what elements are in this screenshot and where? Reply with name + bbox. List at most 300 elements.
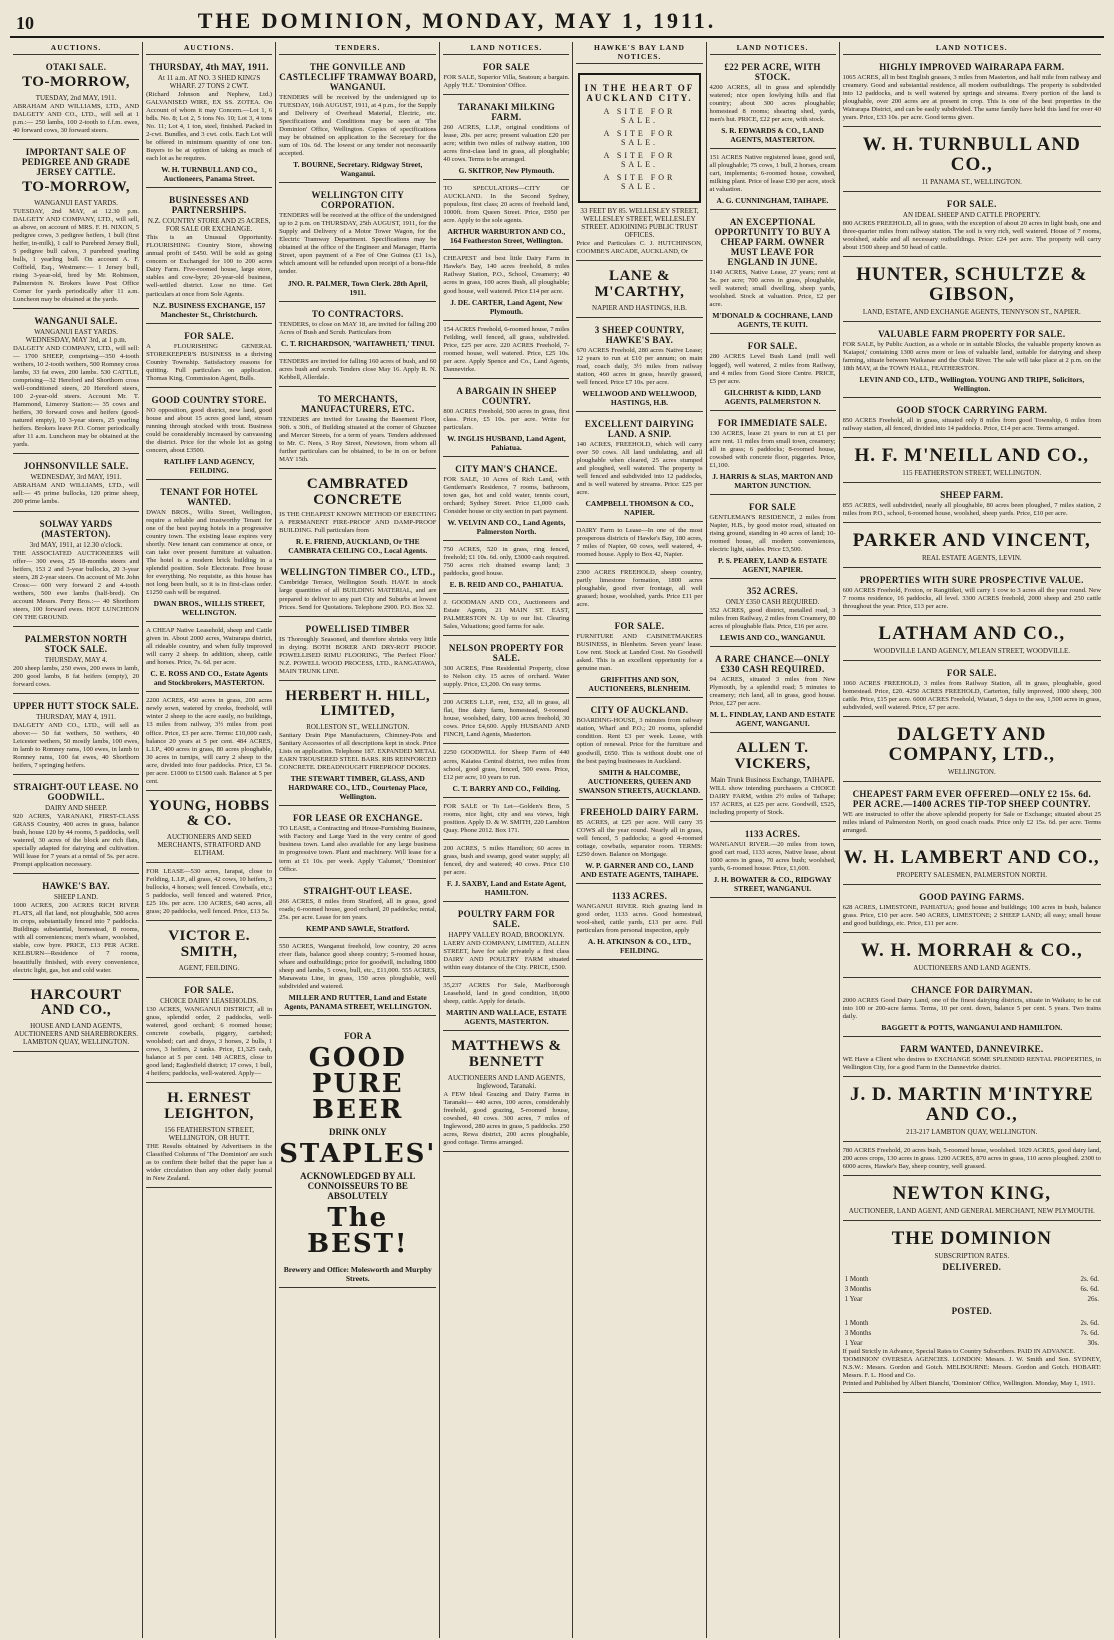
advertisement [843, 1145, 1101, 1176]
advertisement [279, 390, 436, 469]
ad-signature: J. HARRIS & SLAS, MARTON AND MARTON JUNCTION. [712, 471, 833, 490]
ad-heading: UPPER HUTT STOCK SALE. [13, 700, 139, 711]
masthead-title: THE DOMINION, MONDAY, MAY 1, 1911. [197, 8, 717, 33]
advertisement [710, 337, 836, 410]
ad-signature: LEWIS AND CO., WANGANUI. [719, 633, 826, 642]
ad-subheading: AUCTIONEER, LAND AGENT, AND GENERAL MERCHANT, NEW PLYMOUTH. [848, 1207, 1095, 1216]
ad-signature: A. H. ATKINSON & CO., LTD., FEILDING. [587, 936, 692, 955]
ad-subheading: TUESDAY, 2nd MAY, 1911. [35, 93, 117, 102]
advertisement [576, 567, 702, 614]
advertisement [443, 639, 569, 694]
ad-body-text: TENDERS are invited for falling 160 acres of bush, and 60 acres bush and scrub. Tenders close May 16. Apply R. N. Kebbell, Allerdale. [279, 357, 437, 381]
ad-signature: A. G. CUNNINGHAM, TAIHAPE. [716, 196, 829, 206]
ad-body-text: 300 ACRES, Fine Residential Property, close to Nelson city. 15 acres of orchard. Water supply. Price, £3,200. On easy terms. [443, 665, 570, 689]
advertisement [843, 1040, 1101, 1077]
advertisement [843, 130, 1101, 192]
ad-firm-name: HUNTER, SCHULTZE & GIBSON, [856, 264, 1088, 306]
site-box-row: A SITE FOR SALE. [603, 129, 676, 147]
advertisement [13, 143, 139, 309]
ad-body-text: 850 ACRES Freehold, all in grass, situated only 8 miles from good Township, 6 miles from railway station, all fenced, divided into 14 paddocks. Price, £14 per acre. Terms arranged. [842, 417, 1101, 433]
advertisement [843, 486, 1101, 523]
advertisement [443, 253, 569, 320]
ad-heading: FOR SALE [482, 62, 530, 72]
ad-heading: HIGHLY IMPROVED WAIRARAPA FARM. [879, 62, 1065, 72]
advertisement [576, 321, 702, 412]
advertisement [710, 825, 836, 898]
advertisement [843, 1080, 1101, 1142]
ad-body-text: ABRAHAM AND WILLIAMS, LTD., will sell:— 45 prime bullocks, 120 prime sheep, 200 prime lambs. [13, 482, 140, 506]
column-4 [440, 42, 573, 1638]
advertisement [146, 1086, 272, 1188]
column-7 [840, 42, 1104, 1638]
rate-period: 3 Months [844, 1285, 872, 1294]
ad-heading: TO CONTRACTORS. [311, 308, 404, 319]
ad-body-text: 855 ACRES, well subdivided, nearly all ploughable, 80 acres been ploughed, 7 miles station, 2 miles from P.O., school, 6-roomed house, woolshed, sheep yards. Price, £10 per acre. [842, 502, 1101, 518]
ad-body-text: 670 ACRES Freehold, 280 acres Native Lease; 12 years to run at £10 per annum; on main road, coach daily, 3½ miles from railway station, 460 acres in grass, heavily grassed, well fenced. Price £7 10s. per acre. [576, 346, 703, 386]
ad-heading: A RARE CHANCE—ONLY £330 CASH REQUIRED. [715, 654, 830, 674]
ad-subheading: 3rd MAY, 1911, at 12.30 o'clock. [29, 540, 123, 549]
ad-signature: BAGGETT & POTTS, WANGANUI AND HAMILTON. [881, 1023, 1063, 1033]
ad-subheading: N.Z. COUNTRY STORE AND 25 ACRES, FOR SALE OR EXCHANGE. [147, 217, 271, 234]
ad-body-text: TENDERS will be received at the office of the undersigned up to 2 p.m. on THURSDAY, 25th AUGUST, 1911, for the Supply and Delivery of a Motor Tower Wagon, for the Electric Tramway Department. Specifications may be obtained at the office of the Engineer and Manager, Harris Street, upon payment of a Fee of One Guinea (£1 1s.), which amount will be refunded upon receipt of a bona-fide tender. [279, 212, 437, 276]
ad-subheading: WANGANUI EAST YARDS. WEDNESDAY, MAY 3rd, at 1 p.m. [25, 328, 127, 344]
beer-advert-line: FOR A [344, 1030, 372, 1041]
ad-heading: TO MERCHANTS, MANUFACTURERS, ETC. [301, 393, 415, 414]
advertisement [843, 664, 1101, 717]
column-2 [143, 42, 276, 1638]
advertisement [279, 305, 436, 353]
site-box-title: IN THE HEART OF AUCKLAND CITY. [584, 83, 695, 103]
advertisement [843, 401, 1101, 438]
site-box [578, 73, 700, 203]
ad-body-text: (Richard Johnson and Nephew, Ltd.) GALVANISED WIRE, EX SS. ZOTEA. On Account of whom it may Concern.—Lot 1, 6 bdls. No. 8; Lot 2, 5 tons No. 10; Lot 3, 4 tons No. 11; Lot 4, 1 ton, steel, finished. Packed in 2-cwt. Bundles, and 3 cwt. coils. Each Lot will be offered in minimum quantity of one ton. Buyers to be at option of taking as much of each lot as he requires. [146, 91, 273, 163]
ad-subheading: AUCTIONEERS AND LAND AGENTS, Inglewood, Taranaki. [447, 1073, 565, 1090]
column-6 [707, 42, 840, 1638]
advertisement [13, 697, 139, 775]
ad-heading: JOHNSONVILLE SALE. [23, 461, 129, 472]
ad-subheading: Main Trunk Business Exchange, TAIHAPE. [710, 775, 835, 784]
ad-body-text: TO SPECULATORS—CITY OF AUCKLAND. In the Second Sydney, populous, first class; 20 acres of freehold land, 1000ft. from Queen Street. Price, £950 per acre. Apply to the sole agents. [443, 185, 570, 225]
column-1 [10, 42, 143, 1638]
advertisement [146, 191, 272, 323]
ad-heading: CHEAPEST FARM EVER OFFERED—ONLY £2 15s. 6d. PER ACRE.—1400 ACRES TIP-TOP SHEEP COUNTRY. [852, 789, 1091, 810]
advertisement [843, 619, 1101, 661]
ad-display-heading: LANE & M'CARTHY, [594, 268, 685, 300]
oversea-agencies: 'DOMINION' OVERSEA AGENCIES. LONDON: Messrs. J. W. Smith and Son. SYDNEY, N.S.W.: Messrs. Gordon and Gotch. MELBOURNE: Messrs. Gordon and Gotch. HOBART: Messrs. F. L. Hood and Co. [842, 1356, 1101, 1380]
ad-subheading: 156 FEATHERSTON STREET, WELLINGTON, OR HUTT. [164, 1125, 254, 1142]
ad-signature: MARTIN AND WALLACE, ESTATE AGENTS, MASTERTON. [446, 1008, 567, 1027]
ad-heading: FOR SALE. [184, 984, 234, 995]
advertisement [843, 260, 1101, 322]
ad-heading: 1133 ACRES. [744, 828, 801, 839]
ad-subheading: 115 FEATHERSTON STREET, WELLINGTON. [902, 469, 1042, 478]
advertisement [13, 983, 139, 1053]
advertisement [443, 382, 569, 457]
ad-body-text: 2200 ACRES, 450 acres in grass, 200 acres newly sown, watered by creeks, freehold, will winter 2 sheep to the acre easily, no buildings, 13 miles from railway, 3½ miles from post office. Price, £3 per acre. Terms: £10,000 cash, balance 20 years at 5 per cent. 484 ACRES, L.I.P., 400 acres in grass, 80 acres ploughable, 30 acres in turnips, will carry 2 sheep to the acre, divided into four paddocks. Price, £3 5s. per acre. £1000 to £1500 cash. Balance at 5 per cent. [146, 697, 273, 785]
ad-heading: POULTRY FARM FOR SALE. [457, 908, 555, 929]
ad-subheading: WOODVILLE LAND AGENCY, M'LEAN STREET, WOODVILLE. [873, 647, 1071, 656]
advertisement [576, 525, 702, 564]
ad-body-text: BOARDING-HOUSE, 3 minutes from railway station, Wharf and P.O.; 20 rooms, splendid condition. Rent £3 per week. Lease, with option of renewal. Price for the furniture and goodwill, £650. This is without doubt one of the best paying businesses in Auckland. [576, 717, 703, 765]
ad-heading: TARANAKI MILKING FARM. [457, 102, 556, 123]
ad-subheading: THURSDAY, MAY 4. [44, 655, 108, 664]
ad-subheading: 11 PANAMA ST., WELLINGTON. [921, 178, 1022, 187]
ad-display-heading: HERBERT H. HILL, LIMITED, [285, 687, 431, 720]
ad-heading: FOR SALE [748, 501, 797, 512]
advertisement [843, 441, 1101, 483]
ad-body-text: FURNITURE AND CABINETMAKERS BUSINESS, in Blenheim. Seven years' lease. Low rent. Stock at Landed Cost. No Goodwill asked. This is an excellent opportunity for a genuine man. [576, 633, 703, 673]
advertisement [13, 457, 139, 511]
ad-firm-name: J. D. MARTIN M'INTYRE AND CO., [849, 1084, 1094, 1126]
ad-signature: F. J. SAXBY, Land and Estate Agent, HAMILTON. [446, 878, 566, 897]
column-3 [276, 42, 440, 1638]
ad-signature: P. S. PEAREY, LAND & ESTATE AGENT, NAPIER. [717, 555, 828, 574]
rate-period: 1 Year [844, 1295, 863, 1304]
advertisement [146, 625, 272, 692]
ad-subheading: AUCTIONEERS AND SEED MERCHANTS, STRATFORD AND ELTHAM. [157, 833, 261, 858]
ad-subheading: CHOICE DAIRY LEASEHOLDS. [160, 996, 259, 1005]
ad-body-text: 200 ACRES, 5 miles Hamilton; 60 acres in grass, bush and swamp, good water supply; all fenced, dry and watered; 40 cows. Price £10 per acre. [443, 844, 570, 876]
advertisement [279, 58, 436, 183]
ad-body-text: Price and Particulars C. J. HUTCHINSON, COOMBE'S ARCADE, AUCKLAND, Or [576, 240, 703, 256]
ad-signature: J. H. BOWATER & CO., RIDGWAY STREET, WANGANUI. [713, 874, 832, 893]
ad-heading: THE GONVILLE AND CASTLECLIFF TRAMWAY BOARD, WANGANUI. [279, 62, 437, 92]
rate-price: 6s. 6d. [1080, 1285, 1099, 1294]
ad-signature: SMITH & HALCOMBE, AUCTIONEERS, QUEEN AND SWANSON STREETS, AUCKLAND. [578, 767, 701, 795]
ad-body-text: 154 ACRES Freehold, 6-roomed house, 7 miles Feilding, well fenced, all grass, subdivided. Price, £25 per acre. 220 ACRES Freehold, 7-roomed house, well watered. Price, £25 10s. per acre. Apply Spence and Co., Land Agents, Dannevirke. [443, 325, 570, 373]
ad-heading: 352 ACRES. [747, 585, 799, 596]
ad-signature: MILLER AND RUTTER, Land and Estate Agents, PANAMA STREET, WELLINGTON. [284, 992, 432, 1011]
ad-body-text: A FLOURISHING GENERAL STOREKEEPER'S BUSINESS in a thriving Country Township. Satisfactory reasons for quitting. Full particulars on application. Thomas King, Commission Agent, Bulls. [146, 342, 273, 382]
advertisement [279, 941, 436, 1016]
ad-heading: FOR SALE. [946, 199, 997, 210]
ad-subheading: AUCTIONEERS AND LAND AGENTS. [913, 964, 1031, 973]
ad-signature: E. B. REID AND CO., PAHIATUA. [449, 580, 564, 590]
ad-body-text: 2300 ACRES FREEHOLD, sheep country, partly limestone formation, 1800 acres ploughable, good river frontage, all well grassed; house, woolshed, yards. Price £11 per acre. [576, 569, 703, 609]
advertisement [279, 186, 436, 301]
ad-heading: THURSDAY, 4th MAY, 1911. [149, 62, 269, 72]
ad-signature: R. E. FRIEND, AUCKLAND, Or THE CAMBRATA CEILING CO., Local Agents. [288, 537, 428, 556]
ad-subheading: HOUSE AND LAND AGENTS, AUCTIONEERS AND SHAREBROKERS. LAMBTON QUAY, WELLINGTON. [14, 1022, 138, 1047]
rate-row [843, 1274, 1101, 1284]
ad-body-text: 920 ACRES, YARANAKI, FIRST-CLASS GRASS Country, 400 acres in grass, balance bush, house 120 by 44 rooms, 5 paddocks, well watered, 30 acres of the block are rich flats, specially adapted for dairying and cultivation. Will lease for 7 years at a rental of 5s. per acre. Prompt application necessary. [13, 813, 140, 869]
ad-firm-name: W. H. LAMBERT AND CO., [843, 847, 1100, 869]
ad-subheading: HAPPY VALLEY ROAD, BROOKLYN. [448, 930, 565, 939]
ad-body-text: 1065 ACRES, all in best English grasses, 3 miles from Masterton, and half mile from railway and creamery. Good and substantial residence, all modern outbuildings. The property is subdivided into 12 paddocks, and is well watered by springs and streams. Every portion of the land is ploughable, over 200 acres are at present in crop. This is one of the best properties in the Wairarapa District, and can be easily subdivided. The same family have held this land for over 40 years. Price, £33 10s. per acre. Good terms given. [842, 74, 1101, 122]
rate-row [843, 1284, 1101, 1294]
advertisement [843, 936, 1101, 978]
ad-body-text: FOR SALE, by Public Auction, as a whole or in suitable Blocks, the valuable property known as 'Kaiapoi,' containing 1300 acres more or less of valuable land, suitable for dairying and sheep farming, situate between Waikanae and the Otaki River. The sale will take place at 2 p.m. on the 18th MAY, at the TOWN HALL, FEATHERSTON. [842, 341, 1101, 373]
advertisement [146, 924, 272, 978]
ad-body-text: 628 ACRES, LIMESTONE, PAHIATUA; good house and buildings; 100 acres in bush, balance grass. Price, £10 per acre. 540 ACRES, LIMESTONE; 2 SHEEP LAND; all easy; small house and good buildings, etc. Price, £11 per acre. [842, 904, 1101, 928]
advertisement [843, 888, 1101, 933]
ad-heading: PROPERTIES WITH SURE PROSPECTIVE VALUE. [859, 575, 1084, 586]
rate-period: 3 Months [844, 1329, 872, 1338]
advertisement [843, 195, 1101, 257]
advertisement [146, 866, 272, 921]
advertisement [279, 563, 436, 616]
ad-body-text: A CHEAP Native Leasehold, sheep and Cattle given in. About 2000 acres, Wairarapa district, all rideable country, and when fully improved will carry 2 sheep. In addition, sheep, cattle and horses. Price, 7s. 6d. per acre. [146, 627, 273, 667]
advertisement [576, 887, 702, 960]
ad-signature: G. SKITROP, New Plymouth. [458, 166, 555, 176]
ad-firm-name: W. H. MORRAH & CO., [860, 940, 1083, 962]
ad-body-text: 260 ACRES, L.I.P., original conditions of lease, 20s. per acre; present valuation £20 per acre; within two miles of railway station, 100 acres first-class land in grass, all ploughable; 40 cows. Terms to be arranged. [443, 124, 570, 164]
ad-body-text: WANGANUI RIVER.—20 miles from town, good cart road, 1133 acres, Native lease, about 1000 acres in grass, 70 acres bush; woolshed, yards, 6-roomed house. Price, £1,600. [709, 840, 836, 872]
beer-advert-line: DRINK ONLY [329, 1126, 387, 1137]
advertisement [13, 58, 139, 140]
advertisement [13, 877, 139, 979]
advertisement [13, 312, 139, 454]
delivered-rates [843, 1274, 1101, 1304]
rate-row [843, 1294, 1101, 1304]
ad-signature: W. INGLIS HUSBAND, Land Agent, Pahiatua. [447, 433, 566, 452]
ad-body-text: GENTLEMAN'S RESIDENCE, 2 miles from Napier, H.B., by good motor road, situated on rising ground, standing in 40 acres of land; 10-roomed house, all modern conveniences, electric light, stables. Price £3,500. [709, 513, 836, 553]
ad-body-text: TENDERS are invited for Leasing the Basement Floor, 90ft. x 30ft., of Building situated at the corner of Ghuznee and Mercer Streets, for a term of years. Tenders addressed to Mr. C. Nees, 3 Roy Street, Newtown, from whom all further particulars can be obtained, to be in on or before MAY 15th. [279, 415, 437, 463]
column-section-heading: AUCTIONS. [146, 42, 272, 55]
advertisement [443, 58, 569, 95]
ad-signature: T. BOURNE, Secretary. Ridgway Street, Wanganui. [293, 160, 423, 179]
column-section-heading: LAND NOTICES. [710, 42, 836, 55]
rate-period: 1 Month [844, 1275, 869, 1284]
ad-subheading: WEDNESDAY, 3rd MAY, 1911. [30, 473, 122, 482]
ad-heading: HAWKE'S BAY. [42, 881, 110, 892]
ad-heading: CHANCE FOR DAIRYMAN. [911, 985, 1033, 996]
ad-signature: C. E. ROSS AND CO., Estate Agents and Stockbrokers, MASTERTON. [150, 669, 268, 688]
ad-body-text: FOR SALE, 10 Acres of Rich Land, with Gentleman's Residence, 7 rooms, bathroom, town gas, hot and cold water, tennis court, orchard; Sydney Street. Price £1,000 cash. Consider house or city section in part payment. [443, 475, 570, 515]
ad-body-text: 200 sheep lambs, 250 ewes, 200 ewes in lamb, 200 good lambs, 8 fat heifers (empty), 20 forward cows. [13, 664, 140, 688]
beer-advert-line: ACKNOWLEDGED BY ALL CONNOISSEURS TO BE ABSOLUTELY [300, 1170, 416, 1201]
column-section-heading: HAWKE'S BAY LAND NOTICES. [576, 42, 702, 64]
ad-signature: J. DE. CARTER, Land Agent, New Plymouth. [450, 297, 563, 316]
rate-price: 26s. [1087, 1295, 1099, 1304]
advertisement [443, 1034, 569, 1152]
advertisement [279, 809, 436, 878]
subscription-box [843, 1224, 1101, 1393]
advertisement [146, 391, 272, 480]
ad-firm-name: LATHAM AND CO., [878, 623, 1066, 645]
ad-heading: SOLWAY YARDS (MASTERTON). [39, 518, 113, 539]
advertisement [710, 414, 836, 495]
advertisement [843, 720, 1101, 782]
ad-heading: VALUABLE FARM PROPERTY FOR SALE. [878, 329, 1066, 340]
advertisement [710, 498, 836, 579]
rate-price: 7s. 6d. [1080, 1329, 1099, 1338]
ad-subheading: SHEEP LAND. [53, 893, 99, 902]
rate-period: 1 Month [844, 1319, 869, 1328]
advertisement [13, 630, 139, 694]
ad-body-text: 280 ACRES Level Bush Land (mill well logged), well watered, 2 miles from Railway, and 4 miles from Good Store Centre. PRICE, £5 per acre. [709, 353, 836, 385]
ad-signature: KEMP AND SAWLE, Stratford. [305, 923, 410, 933]
ad-signature: W. H. TURNBULL AND CO., Auctioneers, Panama Street. [161, 165, 258, 184]
advertisement [710, 152, 836, 210]
ad-heading: £22 PER ACRE, WITH STOCK. [724, 62, 821, 82]
advertisement [843, 58, 1101, 127]
ad-heading: AN EXCEPTIONAL OPPORTUNITY TO BUY A CHEAP FARM. OWNER MUST LEAVE FOR ENGLAND IN JUNE. [714, 217, 831, 268]
ad-firm-name: DALGETY AND COMPANY, LTD., [888, 724, 1055, 766]
advertisement [443, 843, 569, 902]
ad-body-text: WILL show intending purchasers a CHOICE DAIRY FARM, within 2½ miles of Taihape; 157 ACRES, at £25 per acre. Goodwill, £525, including property of Stock. [709, 784, 836, 816]
advertisement [443, 801, 569, 840]
ad-heading: GOOD COUNTRY STORE. [151, 394, 267, 405]
ad-body-text: THE Results obtained by Advertisers in the Classified Columns of 'The Dominion' are such as to confirm their belief that the paper has a wider circulation than any other daily journal in New Zealand. [146, 1142, 273, 1182]
ad-subheading: ONLY £350 CASH REQUIRED. [725, 597, 820, 606]
ad-display-heading: TO-MORROW, [22, 74, 130, 90]
ad-body-text: 35,237 ACRES For Sale, Marlborough Leasehold, land in good condition, 18,000 sheep, cattle. Apply for details. [443, 981, 570, 1006]
advertisement [279, 620, 436, 681]
ad-body-text: 2250 GOODWILL for Sheep Farm of 440 acres, Kaiatea Central district, two miles from school, good grass, fenced, 500 ewes. Price, £12 per acre, 10 years to run. [443, 749, 570, 781]
ad-heading: STRAIGHT-OUT LEASE. [303, 885, 413, 896]
site-box-row: A SITE FOR SALE. [603, 151, 676, 169]
ad-body-text: Cambridge Terrace, Wellington South. HAVE in stock large quantities of all BUILDING MATERIAL, and are prepared to deliver to any part City and Suburbs at lowest Prices. Send for Quotations. Telephone 2900. P.O. Box 32. [279, 579, 437, 611]
ad-subheading: ROLLESTON ST., WELLINGTON. [306, 723, 410, 732]
ad-body-text: WE Have a Client who desires to EXCHANGE SOME SPLENDID RENTAL PROPERTIES, in Wellington City, for a good Farm in the Dannevirke district. [842, 1056, 1101, 1072]
ad-body-text: TO LEASE, a Contracting and House-Furnishing Business, with Factory and Large Yard in the very centre of good business town. Land also available for any large business in progressive town. Plant and machinery. Will lease for a term at £1 10s. per week. Apply 'Calumet,' 'Dominion' Office. [279, 825, 437, 873]
ad-body-text: TUESDAY, 2nd MAY, at 12.30 p.m. DALGETY AND COMPANY, LTD., will sell, as above, on account of MRS. F. H. NIXON, 5 pedigree cows, 3 pedigree heifers, 1 bull (first heifer, in-milk), 1 calf to Purebred Jersey Bull, 5 pedigree bull calves, 3 purebred yearling bulls, 1 yearling bull. On account A. F. Coffield, Esq., Westmere:— 1 Jersey bull, rising 3-year-old, bred by Mr. Robinson, Palmerston N. Brokers leave Post Office Corner for yards periodically after 11 a.m. Luncheon may be obtained at the yards. [13, 207, 140, 303]
rate-price: 2s. 6d. [1080, 1319, 1099, 1328]
ad-signature: THE STEWART TIMBER, GLASS, AND HARDWARE CO., LTD., Courtenay Place, Wellington. [288, 774, 428, 802]
ad-body-text: J. GOODMAN AND CO., Auctioneers and Estate Agents, 21 MAIN ST. EAST, PALMERSTON N. Up to our list. Clearing Sales, Valuations; good farms for sale. [443, 599, 570, 631]
advertisement [843, 843, 1101, 885]
ad-display-heading: TO-MORROW, [22, 178, 130, 195]
ad-subheading: LAND, ESTATE, AND EXCHANGE AGENTS, TENNYSON ST., NAPIER. [862, 308, 1081, 317]
columns [10, 42, 1104, 1638]
advertisement [146, 695, 272, 790]
ad-signature: CAMPBELL THOMSON & CO., NAPIER. [585, 498, 694, 517]
ad-body-text: 780 ACRES Freehold, 20 acres bush, 5-roomed house, woolshed. 1029 ACRES, good dairy land, 200 acres crops, 130 acres in grass. 1200 ACRES, 870 acres in grass, 110 acres ploughed. 2300 to 6000 acres, Hawke's Bay, sheep country, well grassed. [842, 1147, 1101, 1171]
ad-display-heading: VICTOR E. SMITH, [168, 928, 250, 961]
ad-heading: FOR SALE. [747, 341, 798, 352]
ad-subheading: At 11 a.m. AT NO. 3 SHED KING'S WHARF. 27 TONS 2 CWT. [157, 74, 261, 90]
beer-advert-line: STAPLES' [279, 1138, 437, 1169]
ad-subheading: 33 FEET BY 85. WELLESLEY STREET, WELLESLEY STREET, WELLESLEY STREET. ADJOINING PUBLIC TRUST OFFICES. [580, 207, 699, 239]
column-section-heading: LAND NOTICES. [843, 42, 1101, 55]
ad-body-text: CHEAPEST and best little Dairy Farm in Hawke's Bay, 140 acres freehold, 8 miles Railway Station, P.O., School, Creamery; 40 acres in grass, 100 acres Bush, all ploughable; good house, well watered. Price £14 per acre. [443, 255, 570, 295]
ad-body-text: WE are instructed to offer the above splendid property for Sale or Exchange; situated about 25 miles inland of Palmerston North, on good coach roads. Price only £2 15s. 6d. per acre. Terms arranged. [842, 811, 1101, 835]
ad-body-text: NO opposition, good district, new land, good house and about 15 acres good land, stream running through stocked with trout. Business could be considerably increased by canvassing the district. Price for the whole lot as going concern, about £3500. [146, 406, 273, 454]
ad-body-text: 151 ACRES Native registered lease, good soil, all ploughable; 75 cows, 1 bull, 2 horses, cream cart, implements; 6-roomed house, cowshed, milking plant. Price of lease £30 per acre, stock at valuation. [709, 154, 836, 194]
ad-firm-name: H. F. M'NEILL AND CO., [854, 445, 1090, 467]
ad-heading: SHEEP FARM. [940, 490, 1004, 501]
advertisement [443, 460, 569, 541]
ad-subheading: PROPERTY SALESMEN, PALMERSTON NORTH. [896, 871, 1047, 880]
subscription-title: THE DOMINION [891, 1228, 1052, 1250]
masthead [10, 8, 1104, 38]
ad-signature: GRIFFITHS AND SON, AUCTIONEERS, BLENHEIM. [588, 675, 691, 694]
advertisement [576, 67, 702, 261]
ad-body-text: 200 ACRES L.I.P., rent, £32, all in grass, all flat, fine dairy farm, homestead, 9-roomed house, woolshed, dairy, 100 acres freehold, 30 cows. Price £4,600. Apply HUSBAND AND FINCH, Land Agents, Masterton. [443, 699, 570, 739]
advertisement [843, 571, 1101, 616]
advertisement [279, 472, 436, 561]
ad-body-text: TENDERS will be received by the undersigned up to TUESDAY, 16th AUGUST, 1911, at 4 p.m., for the Supply and Delivery of Overhead Material, Electric, etc. Specifications and Conditions may be seen at 'The Dominion' Office, Wellington. Copies of specifications may be obtained on application to the Secretary for the sum of 10s. 6d. The lowest or any tender not necessarily accepted. [279, 94, 437, 158]
column-section-heading: TENDERS. [279, 42, 436, 55]
beer-advert-line: PURE BEER [311, 1068, 404, 1125]
column-section-heading: AUCTIONS. [13, 42, 139, 55]
advertisement [443, 905, 569, 977]
ad-body-text: 2000 ACRES Good Dairy Land, one of the finest dairying districts, situate in Waikato; to be cut into 100 or 200-acre farms. Terms, 10 per cent. down, balance 5 per cent. 5 years. Two trains daily. [842, 997, 1101, 1021]
ad-body-text: 266 ACRES, 8 miles from Stratford, all in grass, good roads; 6-roomed house, good orchard, 20 paddocks; rental, 25s. per acre. Lease for ten years. [279, 897, 437, 921]
ad-subheading: WANGANUI EAST YARDS. [34, 198, 118, 207]
ad-body-text: WANGANUI RIVER. Rich grazing land in good order, 1133 acres. Good homestead, wool-shed, cattle yards, £13 per acre. Full particulars from personal inspection, apply [576, 902, 703, 934]
ad-heading: IMPORTANT SALE OF PEDIGREE AND GRADE JERSEY CATTLE. [21, 146, 131, 177]
ad-firm-name: PARKER AND VINCENT, [852, 530, 1091, 552]
column-7-ads [843, 42, 1101, 1221]
ad-subheading: 213-217 LAMBTON QUAY, WELLINGTON. [906, 1128, 1038, 1137]
ad-heading: 3 SHEEP COUNTRY, HAWKE'S BAY. [594, 324, 685, 345]
ad-body-text: DAIRY Farm to Lease—In one of the most prosperous districts of Hawke's Bay, 180 acres, 7 miles of Napier, 60 cows, well watered, 4-roomed house. Apply to Box 42, Napier. [576, 526, 703, 559]
advertisement [443, 980, 569, 1031]
advertisement [576, 701, 702, 799]
ad-body-text: 1000 ACRES, 200 ACRES RICH RIVER FLATS, all flat land, not ploughable, 500 acres in crops, substantially fenced into 7 paddocks. Buildings substantial, homestead, 8 rooms, with all conveniences; men's whare, woolshed, stable, cow byre. PRICE, £13 PER ACRE. KELBURN—Residence of 7 rooms, beautifully finished, with every convenience, electric light, gas, hot and cold water. [13, 902, 140, 974]
rate-price: 30s. [1087, 1339, 1099, 1348]
ad-body-text: 85 ACRES, at £25 per acre. Will carry 35 COWS all the year round. Nearly all in grass, well fenced, 5 paddocks; a good 4-roomed cottage, cowbails, separator room. TERMS: £250 down. Balance on Mortgage. [576, 818, 703, 858]
ad-body-text: FOR SALE, Superior Villa, Seatoun; a bargain. Apply 'H.E.' 'Dominion' Office. [443, 74, 570, 90]
ad-subheading: AGENT, FEILDING. [178, 963, 240, 972]
ad-subheading: WELLINGTON. [947, 768, 996, 777]
advertisement [576, 415, 702, 522]
advertisement [13, 515, 139, 627]
ad-heading: BUSINESSES AND PARTNERSHIPS. [169, 195, 250, 216]
advertisement [443, 324, 569, 379]
ad-display-heading: YOUNG, HOBBS & CO. [148, 797, 270, 830]
ad-signature: W. P. GARNER AND CO., LAND AND ESTATE AGENTS, TAIHAPE. [580, 860, 699, 879]
advertisement [443, 747, 569, 797]
ad-heading: FREEHOLD DAIRY FARM. [580, 806, 699, 817]
ad-body-text: 94 ACRES, situated 3 miles from New Plymouth, by a splendid road; 5 minutes to creamery; rich land, all in grass, good house. Price, £27 per acre. [709, 676, 836, 708]
page-number: 10 [16, 13, 34, 33]
advertisement [146, 483, 272, 622]
advertisement [576, 264, 702, 318]
posted-label: POSTED. [951, 1306, 992, 1317]
ad-heading: TENANT FOR HOTEL WANTED. [160, 486, 258, 507]
ad-heading: CITY MAN'S CHANCE. [455, 463, 558, 474]
ad-heading: GOOD STOCK CARRYING FARM. [896, 405, 1048, 416]
ad-signature: LEVIN AND CO., LTD., Wellington. YOUNG AND TRIPE, Solicitors, Wellington. [859, 375, 1085, 394]
ad-subheading: DAIRY AND SHEEP. [44, 804, 108, 813]
ad-display-heading: HARCOURT AND CO., [30, 986, 122, 1019]
ad-signature: M. L. FINDLAY, LAND AND ESTATE AGENT, WANGANUI. [709, 710, 836, 729]
ad-body-text: FOR LEASE—530 acres, Iarapai, close to Feilding, L.I.P., all grass, 42 cows, 10 heifers, 3 bullocks, 4 horses; well fenced. Cowbails, etc.; 5 paddocks, well fenced and watered. Price, £25 10s. per acre. 130 ACRES, 640 acres, all grass; 20 paddocks, well fenced. Price, £13 5s. [146, 868, 273, 916]
advertisement [710, 736, 836, 822]
ad-body-text: 130 ACRES, lease 21 years to run at £1 per acre rent. 11 miles from small town, creamery; all in grass; 6 paddocks; 8-roomed house, cowshed with concrete floor, piggeries. Price, £1,100. [709, 429, 836, 469]
ad-heading: FOR SALE. [946, 668, 997, 679]
ad-heading: WELLINGTON CITY CORPORATION. [311, 190, 405, 211]
ad-heading: PALMERSTON NORTH STOCK SALE. [24, 633, 128, 654]
advertisement [843, 1179, 1101, 1221]
ad-heading: NELSON PROPERTY FOR SALE. [448, 643, 564, 664]
advertisement [710, 650, 836, 733]
ad-body-text: DALGETY AND COMPANY, LTD., will sell:— 1700 SHEEP, comprising—350 4-tooth wethers, 10 2-tooth wethers, 500 Romney cross lambs, 33 fat ewes, 200 lambs. 530 CATTLE, comprising—32 Hereford and Shorthorn cross well-conditioned steers, 20 Hereford steers, 100 2-year-old steers. Account Mr. T. Hammond, Limeroy Station:— 35 cows and heifers, 30 forward cows and heifers (good-natured empty), 10 3-year steers, 25 yearling heifers. Brokers leave P.O. Corner periodically after 11 a.m. Luncheon may be obtained at the yards. [13, 345, 140, 449]
ad-body-text: A FEW Ideal Grazing and Dairy Farms in Taranaki— 440 acres, 100 acres, considerably freehold, good grazing, 5-roomed house, cowshed, 40 cows. 300 acres, 7 miles of Inglewood, 280 acres in grass, 5 paddocks. 250 acres, Rewa district, 200 acres ploughable, good cottage. Terms arranged. [443, 1090, 570, 1146]
advertisement [146, 794, 272, 864]
ad-heading: STRAIGHT-OUT LEASE. NO GOODWILL. [13, 782, 139, 803]
ad-signature: C. T. RICHARDSON, 'WAITAWHETI,' TINUI. [280, 338, 435, 348]
rate-row [843, 1338, 1101, 1348]
advertisement [279, 1019, 436, 1288]
ad-signature: RATLIFF LAND AGENCY, FEILDING. [163, 456, 255, 475]
rate-row [843, 1318, 1101, 1328]
ad-subheading: REAL ESTATE AGENTS, LEVIN. [921, 554, 1022, 563]
ad-signature: ARTHUR WARBURTON AND CO., 164 Featherston Street, Wellington. [447, 227, 566, 246]
ad-body-text: FOR SALE or To Let—Golden's Bros, 5 rooms, nice light, city and sea views, high position. Apply D. & W. SMITH, 220 Lambton Quay. Phone 2012. Box 171. [443, 802, 570, 834]
advertisement [443, 183, 569, 250]
ad-firm-name: W. H. TURNBULL AND CO., [862, 134, 1081, 176]
site-box-row: A SITE FOR SALE. [603, 173, 676, 191]
subscription-note: If paid Strictly in Advance, Special Rates to Country Subscribers. PAID IN ADVANCE. [842, 1348, 1075, 1356]
ad-signature: W. VELVIN AND CO., Land Agents, Palmerston North. [447, 517, 566, 536]
imprint: Printed and Published by Albert Bianchi, 'Dominion' Office, Wellington. Monday, May 1, 1911. [842, 1380, 1096, 1388]
ad-body-text: IS THE CHEAPEST KNOWN METHOD OF ERECTING A PERMANENT FIRE-PROOF AND DAMP-PROOF BUILDING. Full particulars from [279, 511, 437, 535]
ad-heading: CITY OF AUCKLAND. [590, 705, 689, 716]
